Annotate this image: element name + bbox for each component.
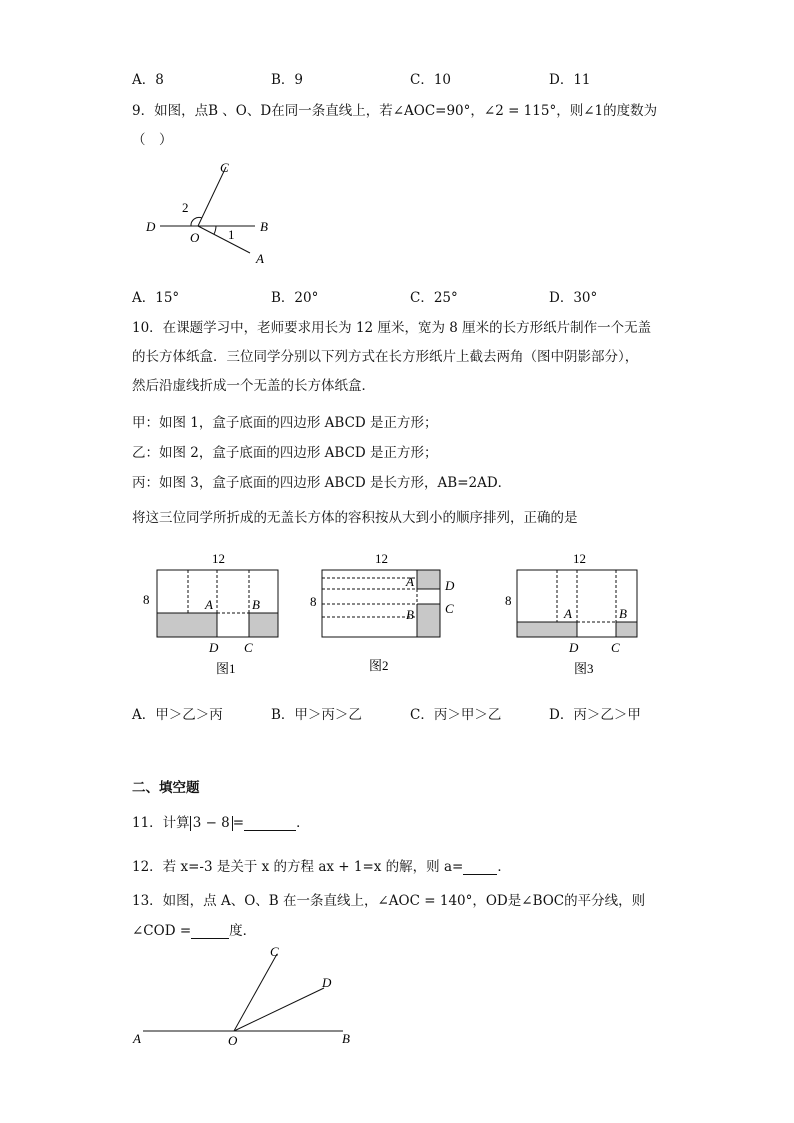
section-title-fill-in: 二、填空题 — [132, 780, 200, 796]
q10-line-1: 10．在课题学习中，老师要求用长为 12 厘米，宽为 8 厘米的长方形纸片制作一个无盖 — [132, 320, 652, 336]
fig3-shade-left — [517, 622, 577, 637]
q11-prefix: 11．计算 — [132, 815, 190, 831]
fig2-length: 12 — [375, 551, 388, 566]
q11-answer-blank[interactable] — [244, 816, 296, 831]
fig1-shade-right — [249, 613, 278, 637]
fig2-label-c: C — [445, 601, 454, 616]
ray-oc — [198, 167, 226, 226]
q10-figure-2 — [305, 548, 470, 678]
q9-option-b: B．20° — [271, 290, 319, 306]
label-o: O — [228, 1033, 238, 1048]
q11-equals: = — [232, 815, 245, 831]
q9-option-c: C．25° — [410, 290, 458, 306]
label-d: D — [322, 975, 332, 990]
q12-end: ． — [497, 859, 511, 875]
q8-option-d: D．11 — [549, 72, 591, 88]
ray-oa — [198, 226, 250, 253]
label-a: A — [133, 1031, 141, 1046]
q10-option-a: A．甲＞乙＞丙 — [132, 707, 223, 723]
label-d: D — [146, 219, 156, 234]
q8-option-c: C．10 — [410, 72, 452, 88]
q10-line-3: 然后沿虚线折成一个无盖的长方体纸盒． — [132, 378, 375, 394]
fig1-length: 12 — [212, 551, 225, 566]
q10-line-5: 乙：如图 2，盒子底面的四边形 ABCD 是正方形； — [132, 445, 438, 461]
fig3-shade-right — [616, 622, 637, 637]
q13-answer-blank[interactable] — [191, 924, 229, 939]
q10-line-6: 丙：如图 3，盒子底面的四边形 ABCD 是长方形，AB=2AD． — [132, 475, 512, 491]
q9-option-d: D．30° — [549, 290, 598, 306]
fig1-label-d: D — [209, 640, 219, 655]
label-c: C — [270, 944, 279, 959]
fig2-caption: 图2 — [369, 658, 389, 673]
label-angle-2: 2 — [182, 200, 189, 215]
fig1-label-c: C — [244, 640, 253, 655]
q13-stem-line2 — [132, 919, 256, 939]
q9-angle-diagram — [130, 155, 290, 270]
fig3-length: 12 — [573, 551, 586, 566]
ray-oc — [234, 954, 277, 1031]
ray-od — [234, 988, 324, 1031]
fig1-caption: 图1 — [216, 661, 236, 676]
fig3-label-b: B — [619, 606, 627, 621]
fig3-caption: 图3 — [574, 661, 594, 676]
fig1-shade-left — [157, 613, 217, 637]
q9-stem-line1: 9．如图，点B 、O、D在同一条直线上，若∠AOC=90°，∠2 = 115°，则∠1的度数为 — [132, 103, 658, 119]
q8-option-a: A．8 — [132, 72, 164, 88]
label-b: B — [260, 219, 268, 234]
q11-abs-expression: 3 − 8 — [190, 816, 233, 831]
q10-line-2: 的长方体纸盒．三位同学分别以下列方式在长方形纸片上截去两角（图中阴影部分）， — [132, 349, 639, 365]
fig2-shade-bottom — [417, 604, 440, 637]
q13-angle-diagram — [125, 940, 365, 1055]
fig3-label-a: A — [564, 606, 572, 621]
label-o: O — [190, 230, 200, 245]
q13-suffix: 度． — [229, 923, 257, 939]
q10-option-d: D．丙＞乙＞甲 — [549, 707, 641, 723]
q10-line-4: 甲：如图 1，盒子底面的四边形 ABCD 是正方形； — [132, 415, 438, 431]
q12-answer-blank[interactable] — [463, 860, 497, 875]
fig1-label-b: B — [252, 597, 260, 612]
fig3-label-d: D — [569, 640, 579, 655]
arc-angle-1 — [214, 226, 216, 234]
q10-figure-1 — [140, 548, 290, 678]
fig3-width: 8 — [505, 593, 512, 608]
q12-text: 12．若 x=-3 是关于 x 的方程 ax + 1=x 的解，则 a= — [132, 859, 464, 875]
q11-stem — [132, 811, 310, 831]
q9-stem-line2: （ ） — [132, 132, 173, 148]
q8-option-b: B．9 — [271, 72, 304, 88]
q13-stem-line1: 13．如图，点 A、O、B 在一条直线上，∠AOC = 140°，OD是∠BOC的平分线，则 — [132, 893, 646, 909]
q10-option-b: B．甲＞丙＞乙 — [271, 707, 362, 723]
fig1-width: 8 — [143, 592, 150, 607]
fig2-label-d: D — [445, 578, 455, 593]
q13-prefix: ∠COD = — [132, 923, 192, 939]
fig2-label-b: B — [406, 607, 414, 622]
fig3-label-c: C — [611, 640, 620, 655]
label-a: A — [256, 251, 264, 266]
fig2-label-a: A — [406, 574, 414, 589]
q10-figure-3 — [500, 548, 650, 678]
q10-option-c: C．丙＞甲＞乙 — [410, 707, 502, 723]
q11-end: ． — [296, 815, 310, 831]
label-angle-1: 1 — [228, 227, 235, 242]
fig2-width: 8 — [310, 594, 317, 609]
label-c: C — [220, 160, 229, 175]
fig1-label-a: A — [205, 597, 213, 612]
q10-line-7: 将这三位同学所折成的无盖长方体的容积按从大到小的顺序排列，正确的是 — [132, 510, 578, 526]
q9-option-a: A．15° — [132, 290, 180, 306]
q12-stem — [132, 855, 511, 875]
label-b: B — [342, 1031, 350, 1046]
fig2-shade-top — [417, 570, 440, 589]
